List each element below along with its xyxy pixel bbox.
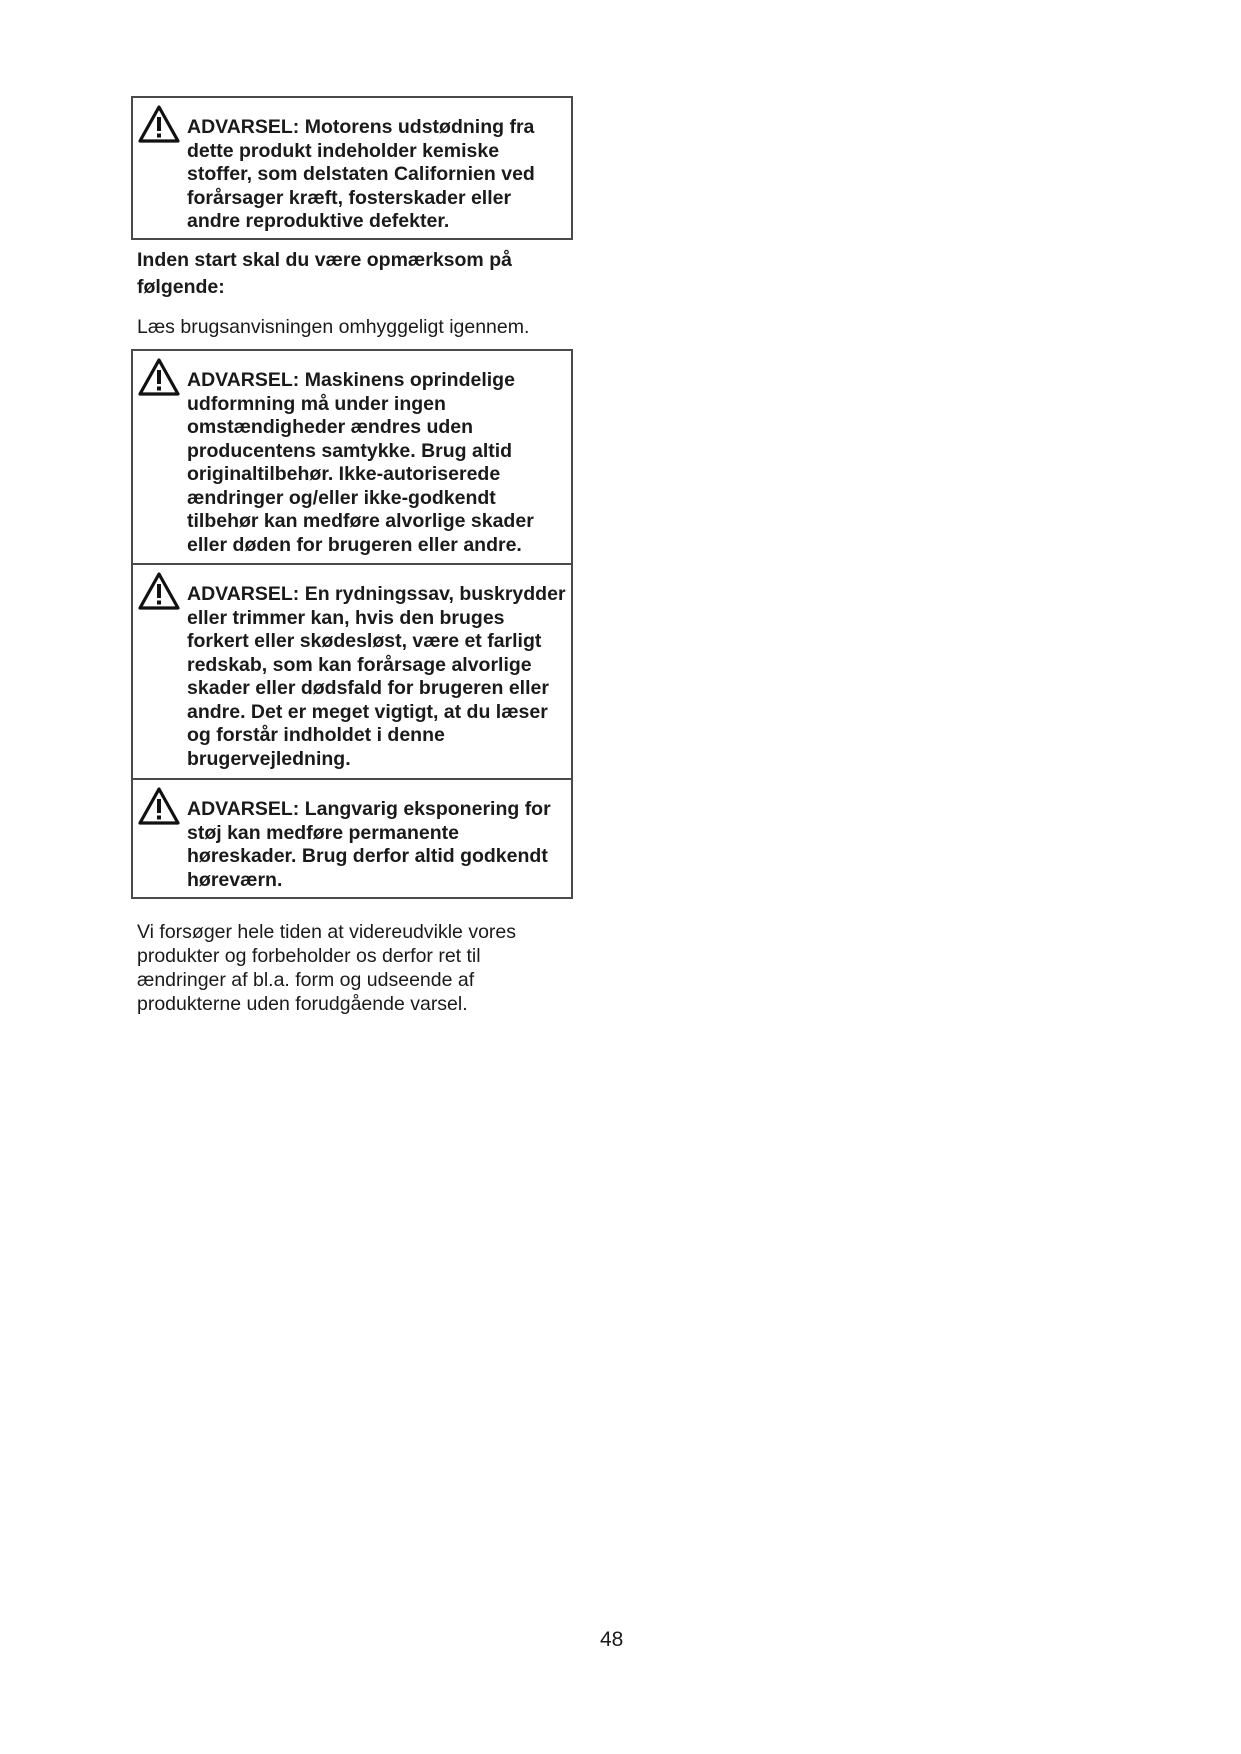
warning-triangle-icon	[137, 357, 181, 397]
page-number: 48	[600, 1628, 624, 1651]
section-heading: Inden start skal du være opmærksom på følgende:	[137, 249, 512, 298]
instruction-text: Læs brugsanvisningen omhyggeligt igennem.	[137, 316, 530, 338]
warning-triangle-icon	[137, 786, 181, 826]
warning-box-dangerous-tool	[131, 563, 573, 779]
warning-text: ADVARSEL: Motorens udstødning fra dette produkt indeholder kemiske stoffer, som delstaten Californien ved forårsager kræft, fosterskader eller andre reproduktive defekter.	[187, 116, 535, 232]
warning-triangle-icon	[137, 104, 181, 144]
warning-triangle-icon	[137, 571, 181, 611]
product-development-note: Vi forsøger hele tiden at videreudvikle vores produkter og forbeholder os derfor ret til ændringer af bl.a. form og udseende af produkterne uden forudgående varsel.	[137, 921, 517, 1015]
warning-text: ADVARSEL: Maskinens oprindelige udformning må under ingen omstændigheder ændres uden producentens samtykke. Brug altid originaltilbehør. Ikke-autoriserede ændringer og/eller ikke-godkendt tilbehør kan medføre alvorlige skader eller døden for brugeren eller andre.	[187, 369, 534, 556]
warning-box-noise	[131, 778, 573, 899]
warning-box-emissions	[131, 96, 573, 240]
warning-box-modification	[131, 349, 573, 564]
warning-text: ADVARSEL: En rydningssav, buskrydder eller trimmer kan, hvis den bruges forkert eller skødesløst, være et farligt redskab, som kan forårsage alvorlige skader eller dødsfald for brugeren eller andre. Det er meget vigtigt, at du læser og forstår indholdet i denne brugervejledning.	[187, 583, 566, 770]
warning-text: ADVARSEL: Langvarig eksponering for støj kan medføre permanente høreskader. Brug derfor altid godkendt høreværn.	[187, 798, 551, 891]
